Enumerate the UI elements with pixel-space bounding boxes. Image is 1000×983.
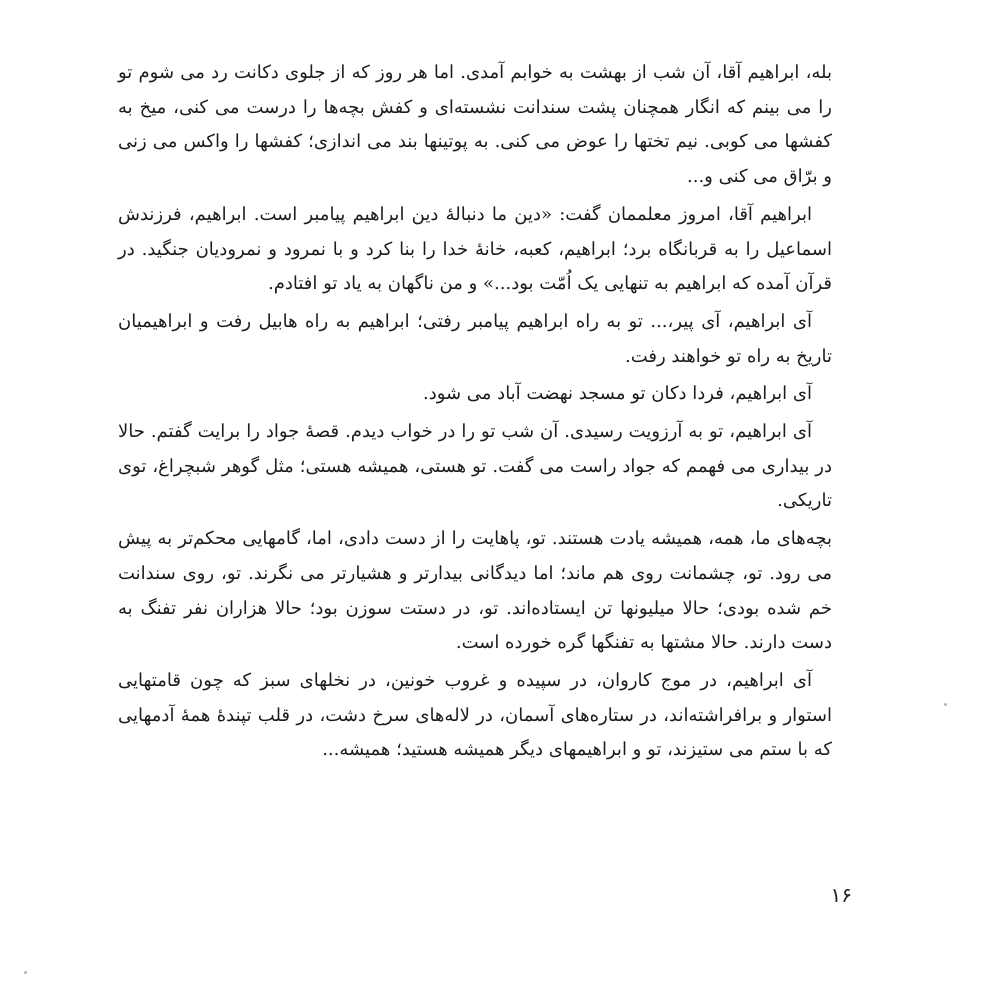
paragraph-6: بچه‌های ما، همه، همیشه یادت هستند. تو، پاهایت را از دست دادی، اما، گامهایی محکم‌تر به پیش می رود. تو، چشمانت روی هم ماند؛ اما دیدگانی بیدارتر و هشیارتر می نگرند. تو، روی سندانت خم شده بودی؛ حالا میلیونها تن ایستاده‌اند. تو، در دستت سوزن بود؛ حالا هزاران نفر تفنگ به دست دارند. حالا مشتها به تفنگها گره خورده است.: [118, 528, 832, 654]
page-number: ۱۶: [830, 883, 852, 907]
paragraph-7: آی ابراهیم، در موج کاروان، در سپیده و غروب خونین، در نخلهای سبز که چون قامتهایی استوار و برافراشته‌اند، در ستاره‌های آسمان، در لاله‌های سرخ دشت، در قلب تپندهٔ همهٔ آدمهایی که با ستم می ستیزند، تو و ابراهیمهای دیگر همیشه هستید؛ همیشه...: [118, 669, 832, 761]
paragraph-5: آی ابراهیم، تو به آرزویت رسیدی. آن شب تو را در خواب دیدم. قصهٔ جواد را برایت گفتم. حالا در بیداری می فهمم که جواد راست می گفت. تو هستی، همیشه هستی؛ مثل گوهر شبچراغ، توی تاریکی.: [118, 421, 832, 512]
paragraph-3: آی ابراهیم، آی پیر،... تو به راه ابراهیم پیامبر رفتی؛ ابراهیم به راه هابیل رفت و ابراهیمیان تاریخ به راه تو خواهند رفت.: [118, 310, 832, 367]
scan-speck: [944, 703, 947, 706]
paragraph-1: بله، ابراهیم آقا، آن شب از بهشت به خوابم آمدی. اما هر روز که از جلوی دکانت رد می شوم تو را می بینم که انگار همچنان پشت سندانت نشسته‌ای و کفش بچه‌ها را درست می کنی، میخ به کفشها می کوبی. نیم تختها را عوض می کنی. به پوتینها بند می اندازی؛ کفشها را واکس می زنی و برّاق می کنی و...: [118, 62, 832, 188]
paragraph-2: ابراهیم آقا، امروز معلممان گفت: «دین ما دنبالهٔ دین ابراهیم پیامبر است. ابراهیم، فرزندش اسماعیل را به قربانگاه برد؛ ابراهیم، کعبه، خانهٔ خدا را بنا کرد و با نمرود و نمرودیان جنگید. در قرآن آمده که ابراهیم به تنهایی یک اُمّت بود...» و من ناگهان به یاد تو افتادم.: [118, 203, 832, 295]
paragraph-4: آی ابراهیم، فردا دکان تو مسجد نهضت آباد می شود.: [422, 383, 812, 405]
scan-speck: [24, 971, 27, 974]
document-body: [118, 56, 832, 768]
